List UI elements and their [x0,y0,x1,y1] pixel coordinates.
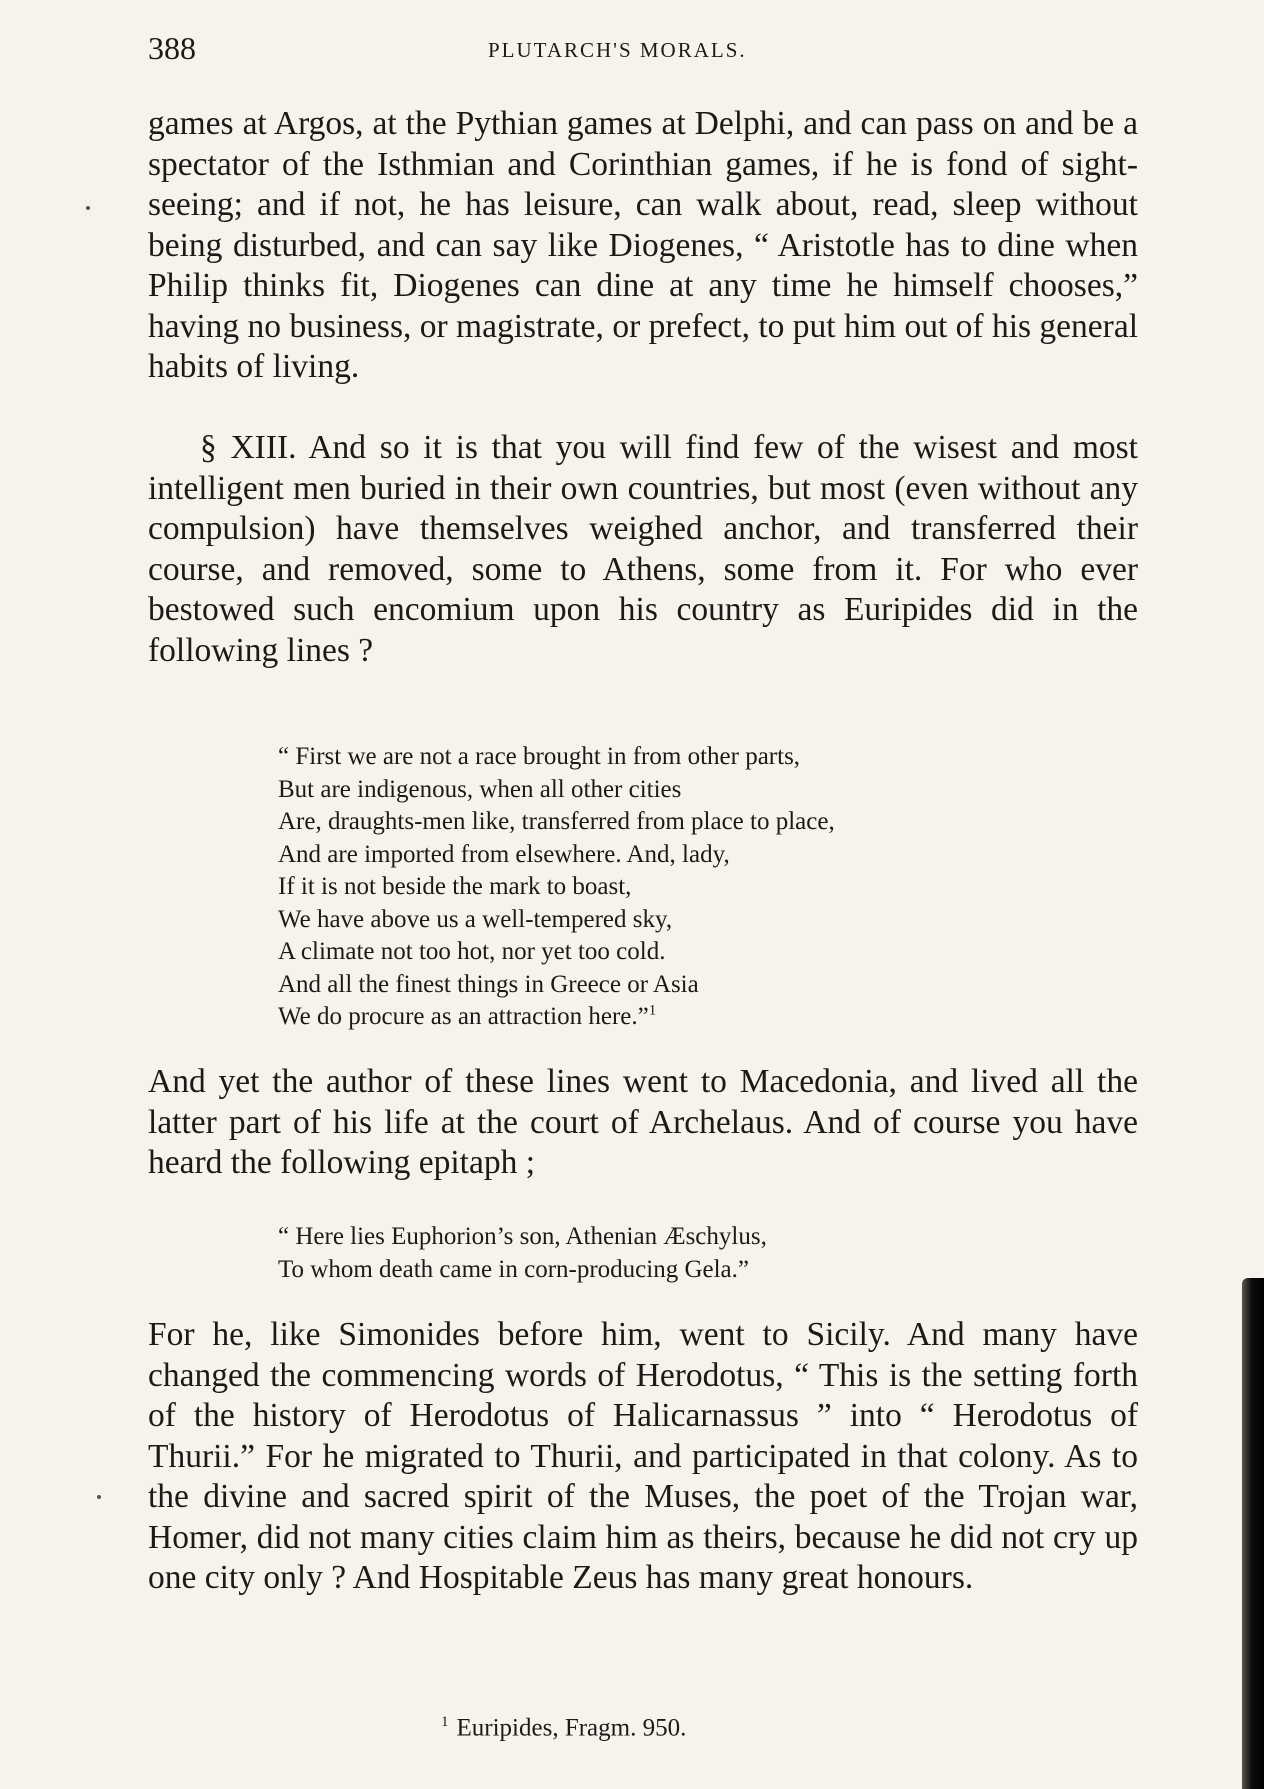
ink-speck [97,1495,101,1499]
page-number: 388 [148,30,196,66]
footnote [441,1714,686,1742]
paragraph-1: games at Argos, at the Pythian games at Delphi, and can pass on and be a spectator of the Isthmian and Corinthian games, if he is fond of sight-seeing; and if not, he has leisure, can walk about, read, sleep without being disturbed, and can say like Diogenes, “ Aristotle has to dine when Philip thinks fit, Diogenes can dine at any time he himself chooses,” having no business, or magistrate, or prefect, to put him out of his general habits of living. [148,105,1138,385]
paragraph-4: For he, like Simonides before him, went to Sicily. And many have changed the commencing words of Herodotus, “ This is the setting forth of the history of Herodotus of Halicarnassus ” into “ Herodotus of Thurii.” For he migrated to Thurii, and participated in that colony. As to the divine and sacred spirit of the Muses, the poet of the Trojan war, Homer, did not many cities claim him as theirs, because he did not cry up one city only ? And Hospitable Zeus has many great honours. [148,1316,1138,1596]
footnote-text: Euripides, Fragm. 950. [456,1714,687,1742]
verse-line: We have above us a well-tempered sky, [278,905,673,933]
verse-line: If it is not beside the mark to boast, [278,873,632,900]
verse-line: But are indigenous, when all other cities [278,775,682,803]
verse-line: To whom death came in corn-producing Gela.” [278,1255,749,1283]
running-head: PLUTARCH'S MORALS. [488,38,747,62]
verse-line: And all the finest things in Greece or Asia [278,970,699,998]
verse-epitaph [278,1221,767,1286]
page-header [148,30,1138,74]
verse-line: A climate not too hot, nor yet too cold. [278,938,666,965]
verse-line-last [278,1001,835,1034]
footnote-mark: 1 [441,1714,449,1730]
footnote-reference: 1 [648,1002,657,1019]
verse-line: “ Here lies Euphorion’s son, Athenian Æschylus, [278,1223,767,1250]
verse-line: Are, draughts-men like, transferred from place to place, [278,808,835,835]
paragraph-3: And yet the author of these lines went to Macedonia, and lived all the latter part of his life at the court of Archelaus. And of course you have heard the following epitaph ; [148,1063,1138,1181]
ink-speck [86,206,90,210]
paragraph-2: § XIII. And so it is that you will find few of the wisest and most intelligent men buried in their own countries, but most (even without any compulsion) have themselves weighed anchor, and transferred their course, and removed, some to Athens, some from it. For who ever bestowed such encomium upon his country as Euripides did in the following lines ? [148,429,1138,669]
verse-quotation-euripides [278,741,835,1034]
page-edge-shadow [1242,1278,1264,1789]
verse-line: And are imported from elsewhere. And, lady, [278,840,730,868]
verse-line-text: We do procure as an attraction here.” [278,1003,649,1030]
verse-line: “ First we are not a race brought in from other parts, [278,743,801,770]
